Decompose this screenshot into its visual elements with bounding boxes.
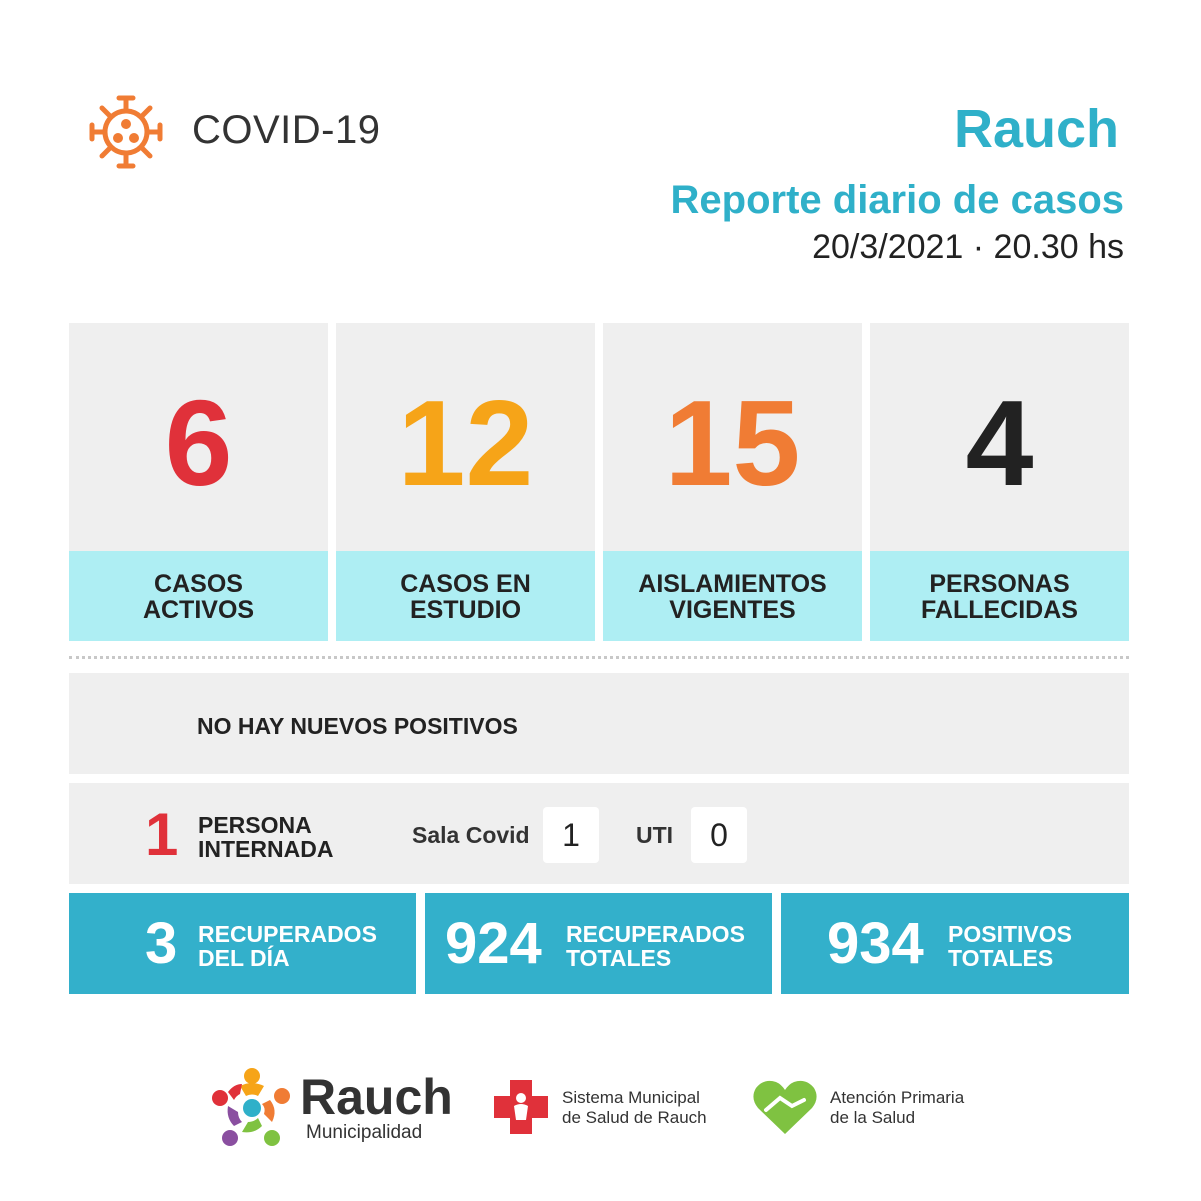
footer-brand-sub: Municipalidad — [306, 1122, 423, 1143]
totals-value: 924 — [445, 911, 542, 976]
totals-positive-total — [781, 893, 1129, 994]
stat-label: AISLAMIENTOS VIGENTES — [603, 551, 862, 641]
totals-value: 3 — [145, 911, 178, 976]
news-text: NO HAY NUEVOS POSITIVOS — [197, 713, 518, 739]
stat-card-active — [69, 323, 328, 641]
page-title: COVID-19 — [192, 108, 381, 152]
hospitalized-count: 1 — [145, 801, 179, 868]
hospitalized-label: PERSONA INTERNADA — [198, 812, 334, 862]
stat-label: CASOS EN ESTUDIO — [336, 551, 595, 641]
stat-card-deceased — [870, 323, 1129, 641]
footer-brand: Rauch — [300, 1069, 453, 1125]
city-name: Rauch — [953, 99, 1119, 159]
totals-recovered-total — [425, 893, 772, 994]
handshake-heart-icon — [750, 1076, 820, 1138]
icu-label: UTI — [636, 822, 674, 848]
health-system-text: Sistema Municipal de Salud de Rauch — [562, 1088, 707, 1127]
rauch-municipality-logo-icon — [210, 1066, 294, 1150]
virus-icon — [86, 92, 166, 172]
report-date: 20/3/2021 · 20.30 hs — [812, 228, 1124, 266]
totals-label: POSITIVOS TOTALES — [948, 921, 1072, 971]
stat-value: 15 — [664, 375, 801, 511]
totals-recovered-day — [69, 893, 416, 994]
stat-label: CASOS ACTIVOS — [69, 551, 328, 641]
totals-value: 934 — [827, 911, 924, 976]
ward-value: 1 — [543, 807, 599, 863]
totals-label: RECUPERADOS TOTALES — [566, 921, 745, 971]
report-title: Reporte diario de casos — [670, 178, 1124, 222]
totals-label: RECUPERADOS DEL DÍA — [198, 921, 377, 971]
stat-value: 4 — [965, 375, 1034, 511]
red-cross-icon — [490, 1076, 552, 1138]
stat-card-isolations — [603, 323, 862, 641]
icu-value: 0 — [691, 807, 747, 863]
dotted-divider — [69, 656, 1129, 659]
stat-value: 12 — [397, 375, 534, 511]
stat-label: PERSONAS FALLECIDAS — [870, 551, 1129, 641]
primary-care-text: Atención Primaria de la Salud — [830, 1088, 965, 1127]
ward-label: Sala Covid — [412, 822, 530, 848]
stat-value: 6 — [164, 375, 233, 511]
stat-card-in-study — [336, 323, 595, 641]
